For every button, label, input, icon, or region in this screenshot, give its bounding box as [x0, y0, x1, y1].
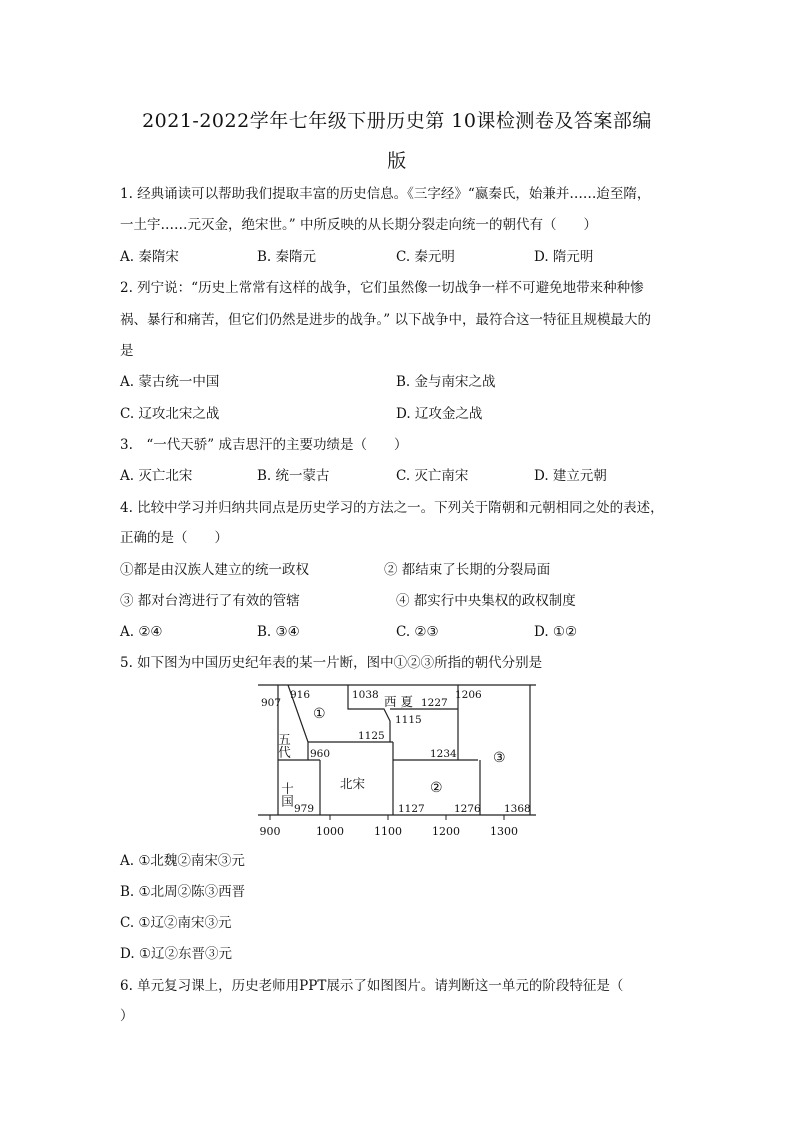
- q2-stem-line3: 是: [120, 343, 134, 359]
- q1-stem-line2: 一土宇……元灭金，绝宋世。” 中所反映的从长期分裂走向统一的朝代有（ ）: [120, 217, 597, 233]
- year-916: 916: [290, 689, 311, 701]
- q1-option-b: B. 秦隋元: [257, 249, 317, 265]
- timeline-svg: [258, 680, 538, 840]
- q2-option-d: D. 辽攻金之战: [396, 406, 483, 422]
- year-1038: 1038: [352, 689, 379, 701]
- year-1125: 1125: [358, 730, 385, 742]
- x-label-900: 900: [259, 825, 281, 838]
- q2-option-a: A. 蒙古统一中国: [120, 374, 220, 390]
- label-region-3: ③: [493, 750, 506, 766]
- q2-stem-line2: 祸、暴行和痛苦，但它们仍然是进步的战争。” 以下战争中，最符合这一特征且规模最大的: [120, 312, 651, 328]
- q4-option-c: C. ②③: [396, 624, 439, 640]
- label-wudai: 五代: [276, 733, 292, 758]
- q3-option-c: C. 灭亡南宋: [396, 468, 469, 484]
- year-907: 907: [261, 697, 282, 709]
- q5-stem-line1: 5. 如下图为中国历史纪年表的某一片断，图中①②③所指的朝代分别是: [120, 655, 543, 671]
- q4-option-d: D. ①②: [534, 624, 578, 640]
- x-axis-labels: [260, 825, 519, 838]
- label-region-1: ①: [313, 706, 326, 722]
- q1-option-a: A. 秦隋宋: [120, 249, 179, 265]
- x-label-1200: 1200: [432, 825, 460, 838]
- q1-option-c: C. 秦元明: [396, 249, 455, 265]
- q5-option-d: D. ①辽②东晋③元: [120, 946, 233, 962]
- document-title-line1: 2021-2022学年七年级下册历史第 10课检测卷及答案部编: [142, 110, 652, 132]
- q2-option-b: B. 金与南宋之战: [396, 374, 496, 390]
- year-1206: 1206: [455, 689, 482, 701]
- q5-option-b: B. ①北周②陈③西晋: [120, 884, 246, 900]
- year-1234: 1234: [430, 748, 457, 760]
- year-1276: 1276: [454, 803, 481, 815]
- q3-option-a: A. 灭亡北宋: [120, 468, 193, 484]
- q4-statement-1: ①都是由汉族人建立的统一政权: [120, 562, 309, 578]
- x-axis-ticks: [270, 815, 504, 820]
- label-region-2: ②: [430, 780, 443, 796]
- q4-option-b: B. ③④: [257, 624, 300, 640]
- q4-statement-2: ② 都结束了长期的分裂局面: [384, 562, 551, 578]
- q6-stem-line1: 6. 单元复习课上，历史老师用PPT展示了如图图片。请判断这一单元的阶段特征是（: [120, 978, 624, 994]
- label-shiguo: 十国: [279, 782, 295, 807]
- q4-option-a: A. ②④: [120, 624, 163, 640]
- year-1115: 1115: [395, 714, 422, 726]
- year-1227: 1227: [421, 697, 448, 709]
- q2-stem-line1: 2. 列宁说：“历史上常常有这样的战争，它们虽然像一切战争一样不可避免地带来种种惨: [120, 280, 644, 296]
- q4-statement-3: ③ 都对台湾进行了有效的管辖: [120, 593, 300, 609]
- q3-option-b: B. 统一蒙古: [257, 468, 330, 484]
- q4-stem-line2: 正确的是（ ）: [120, 530, 228, 546]
- year-979: 979: [294, 803, 315, 815]
- q3-stem-line1: 3. “一代天骄” 成吉思汗的主要功绩是（ ）: [120, 437, 408, 453]
- q4-statement-4: ④ 都实行中央集权的政权制度: [396, 593, 576, 609]
- q5-option-a: A. ①北魏②南宋③元: [120, 853, 245, 869]
- year-1368: 1368: [504, 803, 531, 815]
- document-title-line2: 版: [387, 150, 407, 172]
- q5-option-c: C. ①辽②南宋③元: [120, 915, 232, 931]
- q3-option-d: D. 建立元朝: [534, 468, 607, 484]
- q6-stem-line2: ）: [120, 1008, 134, 1024]
- label-beisong: 北宋: [340, 776, 366, 791]
- dynasty-timeline-figure: [258, 680, 538, 840]
- q1-option-d: D. 隋元明: [534, 249, 594, 265]
- q4-stem-line1: 4. 比较中学习并归纳共同点是历史学习的方法之一。下列关于隋朝和元朝相同之处的表述，: [120, 500, 664, 516]
- x-label-1000: 1000: [316, 825, 344, 838]
- year-1127: 1127: [398, 803, 425, 815]
- x-label-1300: 1300: [490, 825, 518, 838]
- x-label-1100: 1100: [374, 825, 402, 838]
- q1-stem-line1: 1. 经典诵读可以帮助我们提取丰富的历史信息。《三字经》“嬴秦氏，始兼并……迨至隋，: [120, 186, 651, 202]
- year-960: 960: [310, 748, 331, 760]
- label-xixia: 西 夏: [384, 694, 413, 709]
- q2-option-c: C. 辽攻北宋之战: [120, 406, 220, 422]
